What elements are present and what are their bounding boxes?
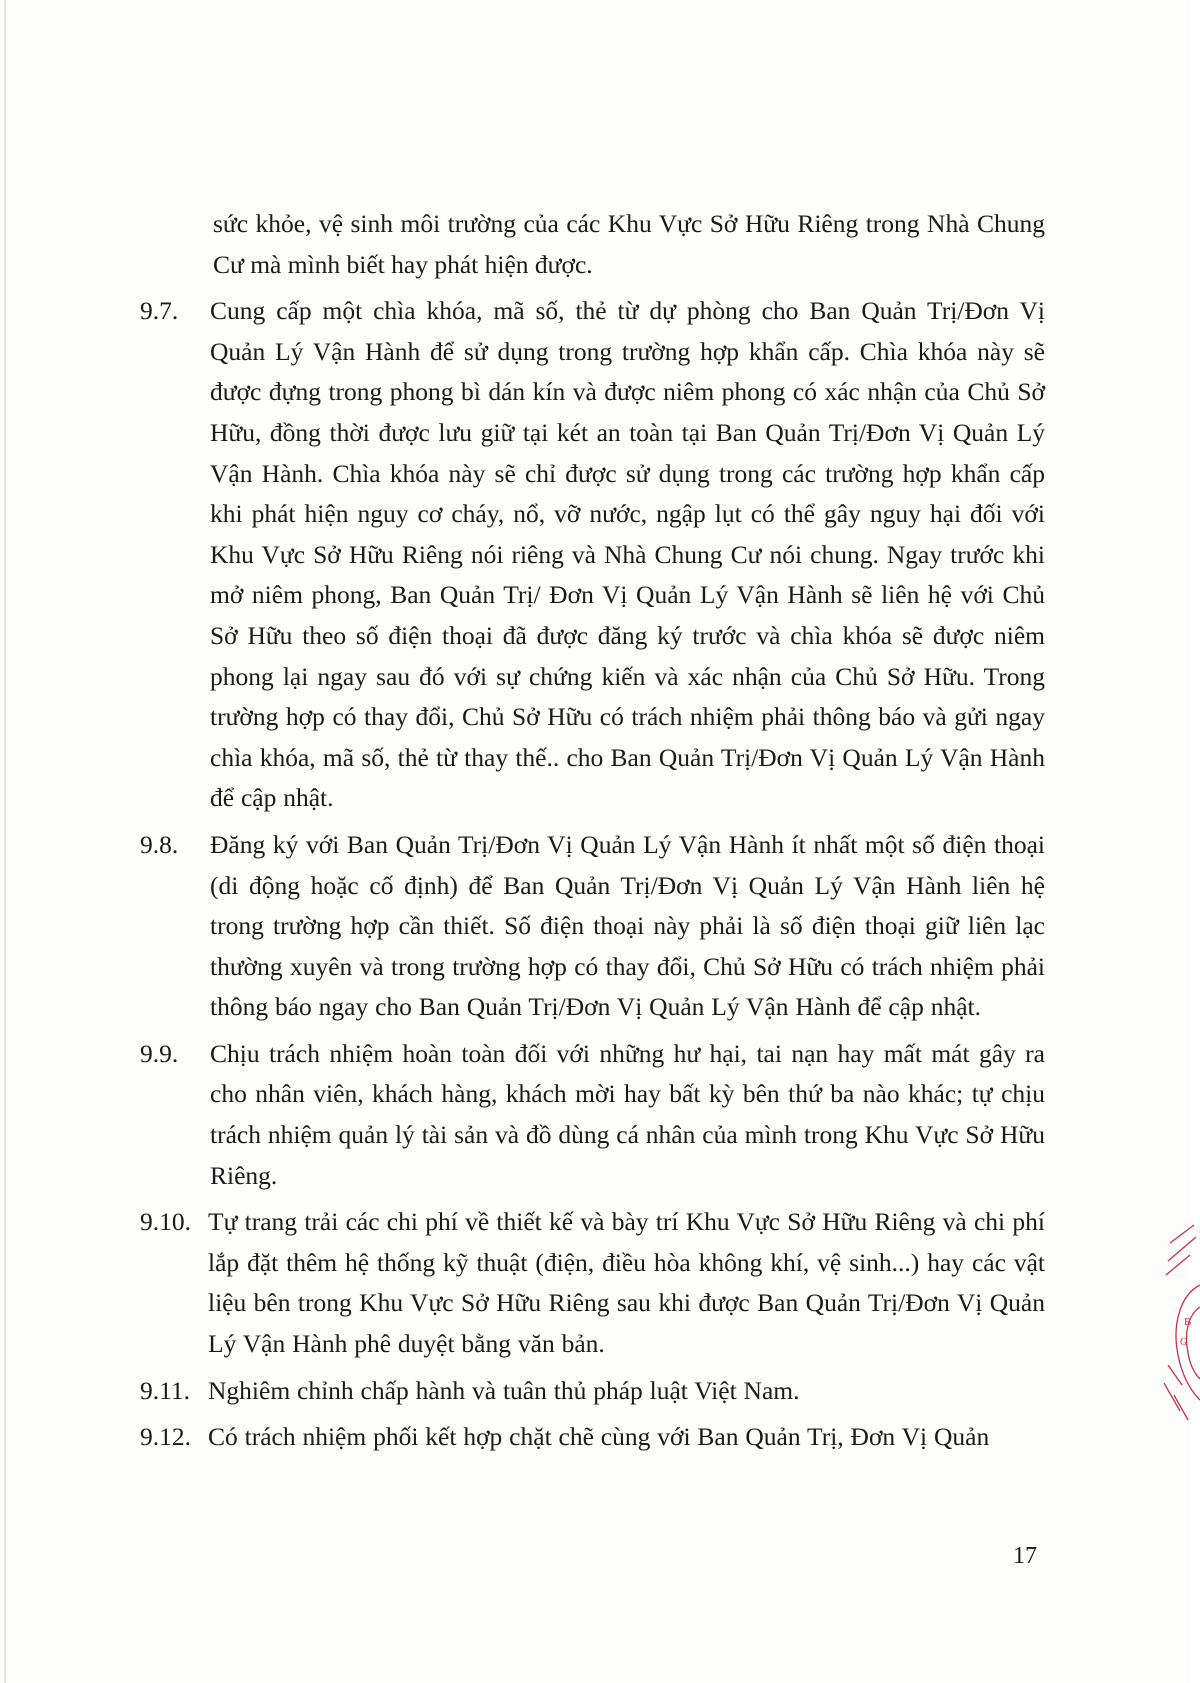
- clause-text: Tự trang trải các chi phí về thiết kế và bày trí Khu Vực Sở Hữu Riêng và chi phí lắp đặt thêm hệ thống kỹ thuật (điện, điều hòa không khí, vệ sinh...) hay các vật liệu bên trong Khu Vực Sở Hữu Riêng sau khi được Ban Quản Trị/Đơn Vị Quản Lý Vận Hành phê duyệt bằng văn bản.: [208, 1207, 1045, 1359]
- clause-9-9: [140, 1034, 1045, 1196]
- clause-number: 9.7.: [140, 296, 179, 326]
- clause-9-11: [140, 1371, 1045, 1412]
- clause-number: 9.11.: [140, 1375, 191, 1405]
- clause-number: 9.9.: [140, 1038, 179, 1068]
- svg-text:G: G: [1180, 1337, 1188, 1348]
- clause-text: Cung cấp một chìa khóa, mã số, thẻ từ dự phòng cho Ban Quản Trị/Đơn Vị Quản Lý Vận Hành để sử dụng trong trường hợp khẩn cấp. Chìa khóa này sẽ được đựng trong phong bì dán kín và được niêm phong có xác nhận của Chủ Sở Hữu, đồng thời được lưu giữ tại két an toàn tại Ban Quản Trị/Đơn Vị Quản Lý Vận Hành. Chìa khóa này sẽ chỉ được sử dụng trong các trường hợp khẩn cấp khi phát hiện nguy cơ cháy, nổ, vỡ nước, ngập lụt có thể gây nguy hại đối với Khu Vực Sở Hữu Riêng nói riêng và Nhà Chung Cư nói chung. Ngay trước khi mở niêm phong, Ban Quản Trị/ Đơn Vị Quản Lý Vận Hành sẽ liên hệ với Chủ Sở Hữu theo số điện thoại đã được đăng ký trước và chìa khóa sẽ được niêm phong lại ngay sau đó với sự chứng kiến và xác nhận của Chủ Sở Hữu. Trong trường hợp có thay đổi, Chủ Sở Hữu có trách nhiệm phải thông báo và gửi ngay chìa khóa, mã số, thẻ từ thay thế.. cho Ban Quản Trị/Đơn Vị Quản Lý Vận Hành để cập nhật.: [210, 296, 1045, 813]
- clause-9-12: [140, 1417, 1045, 1458]
- red-seal-stamp: [1160, 1215, 1200, 1435]
- clause-text: Chịu trách nhiệm hoàn toàn đối với những hư hại, tai nạn hay mất mát gây ra cho nhân viên, khách hàng, khách mời hay bất kỳ bên thứ ba nào khác; tự chịu trách nhiệm quản lý tài sản và đồ dùng cá nhân của mình trong Khu Vực Sở Hữu Riêng.: [210, 1038, 1045, 1190]
- scan-edge: [4, 0, 6, 1683]
- clause-number: 9.12.: [140, 1422, 191, 1452]
- clause-text: Có trách nhiệm phối kết hợp chặt chẽ cùng với Ban Quản Trị, Đơn Vị Quản: [208, 1422, 990, 1452]
- continued-paragraph: sức khỏe, vệ sinh môi trường của các Khu Vực Sở Hữu Riêng trong Nhà Chung Cư mà mình biết hay phát hiện được.: [213, 209, 1045, 279]
- clause-number: 9.8.: [140, 829, 179, 859]
- svg-text:B: B: [1184, 1316, 1192, 1328]
- clause-9-10: [140, 1202, 1045, 1364]
- document-body: [140, 204, 1045, 1458]
- clause-number: 9.10.: [140, 1207, 191, 1237]
- clause-text: Đăng ký với Ban Quản Trị/Đơn Vị Quản Lý Vận Hành ít nhất một số điện thoại (di động hoặc cố định) để Ban Quản Trị/Đơn Vị Quản Lý Vận Hành liên hệ trong trường hợp cần thiết. Số điện thoại này phải là số điện thoại giữ liên lạc thường xuyên và trong trường hợp có thay đổi, Chủ Sở Hữu có trách nhiệm phải thông báo ngay cho Ban Quản Trị/Đơn Vị Quản Lý Vận Hành để cập nhật.: [210, 829, 1045, 1022]
- clause-9-7: [140, 291, 1045, 819]
- seal-icon: [1160, 1215, 1200, 1435]
- page-number: 17: [1013, 1543, 1037, 1569]
- clause-9-8: [140, 825, 1045, 1028]
- clause-text: Nghiêm chỉnh chấp hành và tuân thủ pháp luật Việt Nam.: [208, 1375, 800, 1405]
